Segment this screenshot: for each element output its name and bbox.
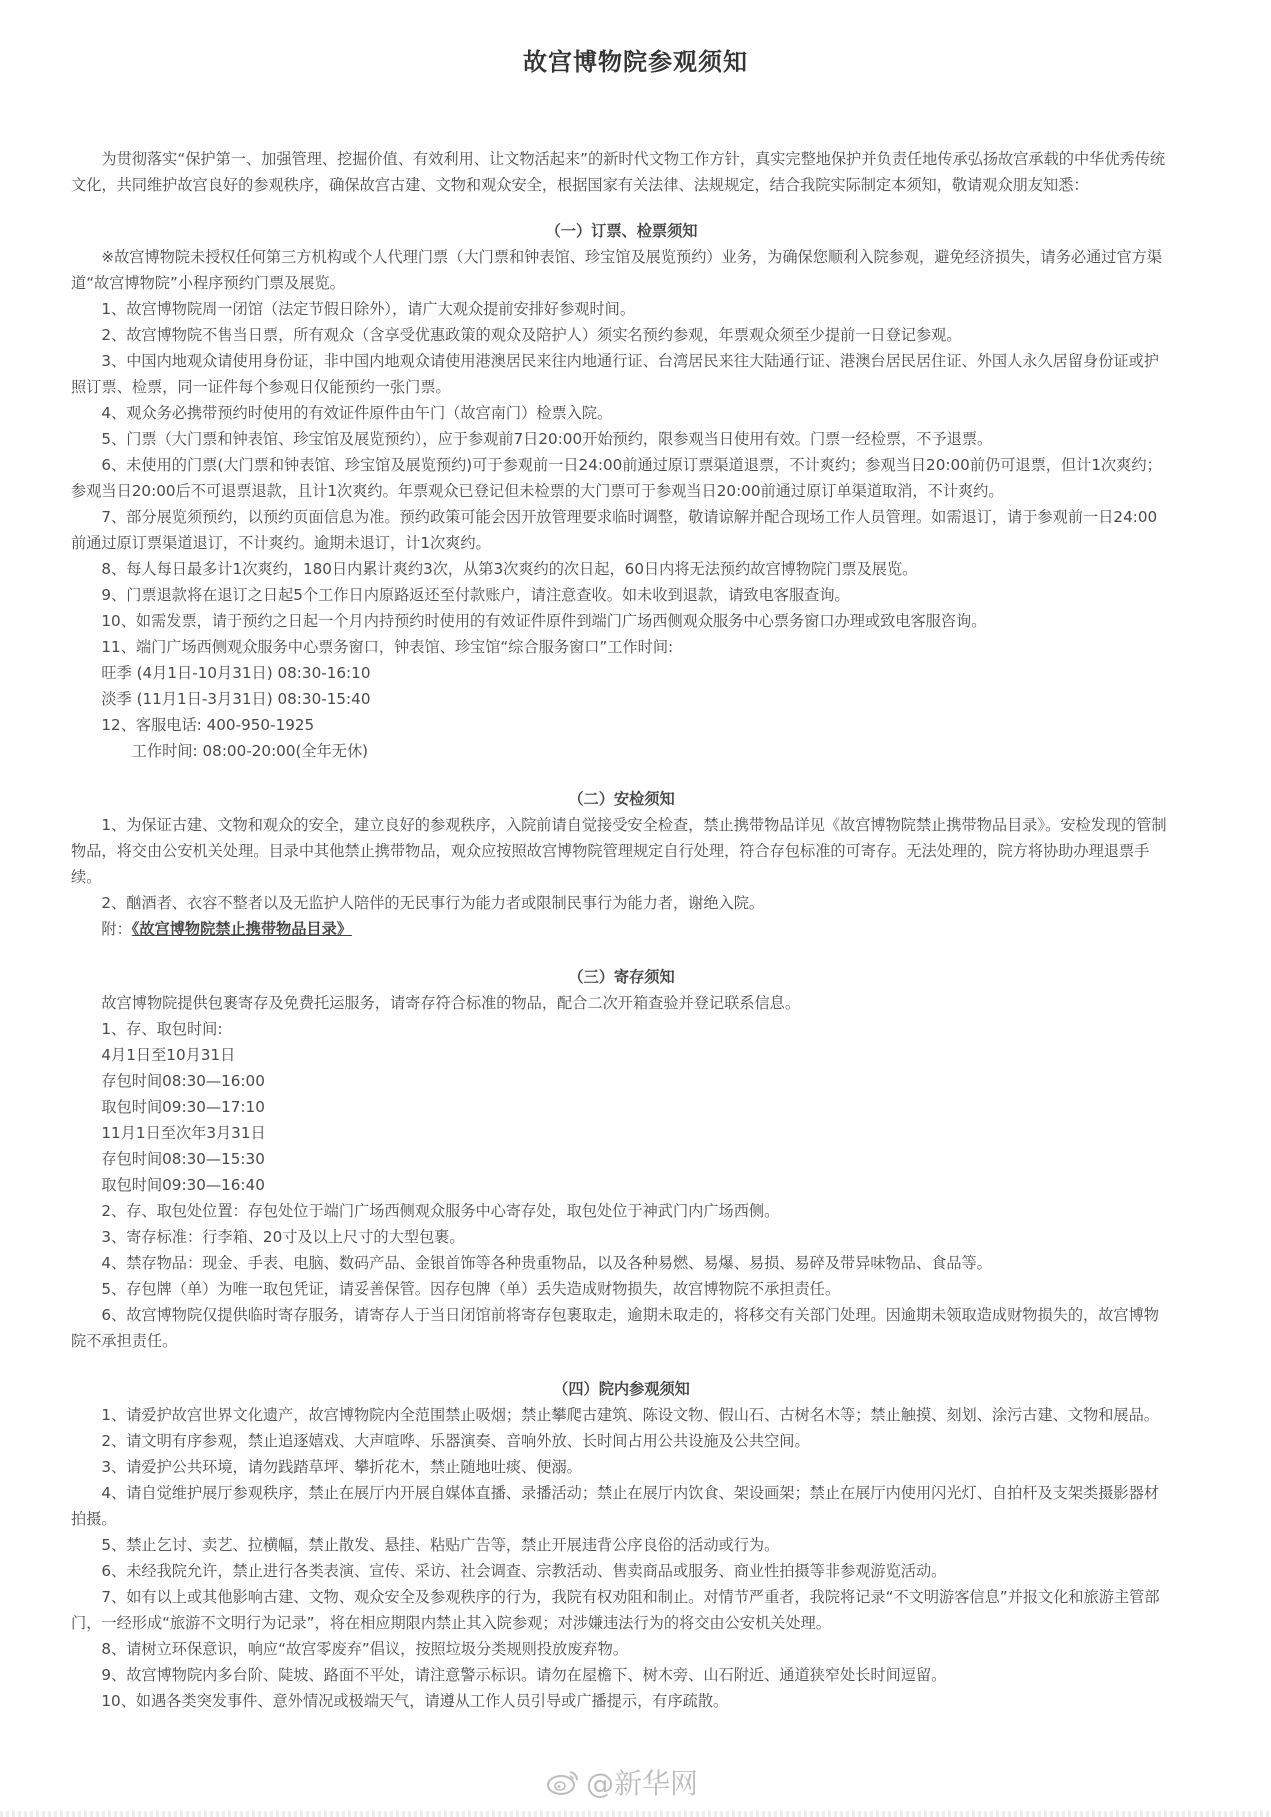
section-heading-tickets: （一）订票、检票须知: [545, 222, 698, 240]
storage-item: 4月1日至10月31日: [101, 1046, 236, 1064]
security-item: 1、为保证古建、文物和观众的安全，建立良好的参观秩序，入院前请自觉接受安全检查，禁止携带物品详见《故宫博物院禁止携带物品目录》。安检发现的管制物品，将交由公安机关处理。目录中其他禁止携带物品，观众应按照故宫博物院管理规定自行处理，符合存包标准的可寄存。无法处理的，院方将协助办理退票手续。: [71, 816, 1167, 886]
storage-item: 6、故宫博物院仅提供临时寄存服务，请寄存人于当日闭馆前将寄存包裹取走，逾期未取走的，将移交有关部门处理。因逾期未领取造成财物损失的，故宫博物院不承担责任。: [71, 1306, 1159, 1350]
visit-rule-item: 5、禁止乞讨、卖艺、拉横幅，禁止散发、悬挂、粘贴广告等，禁止开展违背公序良俗的活动或行为。: [101, 1536, 780, 1554]
ticket-notice: ※故宫博物院未授权任何第三方机构或个人代理门票（大门票和钟表馆、珍宝馆及展览预约）业务，为确保您顺利入院参观，避免经济损失，请务必通过官方渠道“故宫博物院”小程序预约门票及展览。: [71, 248, 1163, 292]
visit-rule-item: 2、请文明有序参观，禁止追逐嬉戏、大声喧哗、乐器演奏、音响外放、长时间占用公共设施及公共空间。: [101, 1432, 810, 1450]
storage-item: 存包时间08:30—15:30: [101, 1150, 265, 1168]
ticket-item: 11、端门广场西侧观众服务中心票务窗口，钟表馆、珍宝馆“综合服务窗口”工作时间:: [101, 638, 674, 656]
ticket-item: 1、故宫博物院周一闭馆（法定节假日除外），请广大观众提前安排好参观时间。: [101, 300, 636, 318]
off-season-hours: 淡季 (11月1日-3月31日) 08:30-15:40: [101, 690, 371, 708]
service-phone: 12、客服电话: 400-950-1925: [101, 716, 315, 734]
visit-rule-item: 10、如遇各类突发事件、意外情况或极端天气，请遵从工作人员引导或广播提示，有序疏散。: [101, 1692, 729, 1710]
storage-intro: 故宫博物院提供包裹寄存及免费托运服务，请寄存符合标准的物品，配合二次开箱查验并登记联系信息。: [101, 994, 801, 1012]
ticket-item: 2、故宫博物院不售当日票，所有观众（含享受优惠政策的观众及陪护人）须实名预约参观，年票观众须至少提前一日登记参观。: [101, 326, 962, 344]
ticket-item: 7、部分展览须预约，以预约页面信息为准。预约政策可能会因开放管理要求临时调整，敬请谅解并配合现场工作人员管理。如需退订，请于参观前一日24:00前通过原订票渠道退订，不计爽约。逾期未退订，计1次爽约。: [71, 508, 1158, 552]
intro-paragraph: 为贯彻落实“保护第一、加强管理、挖掘价值、有效利用、让文物活起来”的新时代文物工作方针，真实完整地保护并负责任地传承弘扬故宫承载的中华优秀传统文化，共同维护故宫良好的参观秩序，确保故宫古建、文物和观众安全，根据国家有关法律、法规规定，结合我院实际制定本须知，敬请观众朋友知悉：: [71, 150, 1166, 194]
ticket-item: 5、门票（大门票和钟表馆、珍宝馆及展览预约），应于参观前7日20:00开始预约，限参观当日使用有效。门票一经检票，不予退票。: [101, 430, 993, 448]
section-heading-security: （二）安检须知: [568, 790, 675, 808]
bottom-edge-strip: [0, 1811, 1271, 1817]
page-title: 故宫博物院参观须知: [523, 48, 748, 76]
storage-item: 2、存、取包处位置：存包处位于端门广场西侧观众服务中心寄存处，取包处位于神武门内广场西侧。: [101, 1202, 780, 1220]
ticket-item: 8、每人每日最多计1次爽约，180日内累计爽约3次，从第3次爽约的次日起，60日内将无法预约故宫博物院门票及展览。: [101, 560, 918, 578]
ticket-item: 9、门票退款将在退订之日起5个工作日内原路返还至付款账户，请注意查收。如未收到退款，请致电客服查询。: [101, 586, 850, 604]
section-heading-visit-rules: （四）院内参观须知: [553, 1380, 690, 1398]
service-hours: 工作时间: 08:00-20:00(全年无休): [131, 742, 369, 760]
ticket-item: 3、中国内地观众请使用身份证，非中国内地观众请使用港澳居民来往内地通行证、台湾居民来往大陆通行证、港澳台居民居住证、外国人永久居留身份证或护照订票、检票，同一证件每个参观日仅能预约一张门票。: [71, 352, 1159, 396]
storage-item: 取包时间09:30—17:10: [101, 1098, 265, 1116]
attachment-line: [71, 916, 1172, 942]
visit-rule-item: 6、未经我院允许，禁止进行各类表演、宣传、采访、社会调查、宗教活动、售卖商品或服务、商业性拍摄等非参观游览活动。: [101, 1562, 947, 1580]
weibo-icon: [546, 1768, 580, 1796]
visit-rule-item: 7、如有以上或其他影响古建、文物、观众安全及参观秩序的行为，我院有权劝阻和制止。对情节严重者，我院将记录“不文明游客信息”并报文化和旅游主管部门，一经形成“旅游不文明行为记录”，将在相应期限内禁止其入院参观；对涉嫌违法行为的将交由公安机关处理。: [71, 1588, 1160, 1632]
security-item: 2、酗酒者、衣容不整者以及无监护人陪伴的无民事行为能力者或限制民事行为能力者，谢绝入院。: [101, 894, 765, 912]
ticket-item: 4、观众务必携带预约时使用的有效证件原件由午门（故宫南门）检票入院。: [101, 404, 613, 422]
watermark-text: @新华网: [586, 1767, 699, 1800]
peak-season-hours: 旺季 (4月1日-10月31日) 08:30-16:10: [101, 664, 371, 682]
visit-rule-item: 1、请爱护故宫世界文化遗产，故宫博物院内全范围禁止吸烟；禁止攀爬古建筑、陈设文物、假山石、古树名木等；禁止触摸、刻划、涂污古建、文物和展品。: [101, 1406, 1159, 1424]
visit-rule-item: 9、故宫博物院内多台阶、陡坡、路面不平处，请注意警示标识。请勿在屋檐下、树木旁、山石附近、通道狭窄处长时间逗留。: [101, 1666, 947, 1684]
ticket-item: 10、如需发票，请于预约之日起一个月内持预约时使用的有效证件原件到端门广场西侧观众服务中心票务窗口办理或致电客服咨询。: [101, 612, 987, 630]
visit-rule-item: 3、请爱护公共环境，请勿践踏草坪、攀折花木，禁止随地吐痰、便溺。: [101, 1458, 582, 1476]
xinhua-watermark: [546, 1762, 698, 1802]
storage-item: 4、禁存物品：现金、手表、电脑、数码产品、金银首饰等各种贵重物品，以及各种易燃、易爆、易损、易碎及带异味物品、食品等。: [101, 1254, 992, 1272]
section-heading-storage: （三）寄存须知: [568, 968, 675, 986]
storage-item: 存包时间08:30—16:00: [101, 1072, 265, 1090]
storage-item: 11月1日至次年3月31日: [101, 1124, 266, 1142]
visit-rule-item: 4、请自觉维护展厅参观秩序，禁止在展厅内开展自媒体直播、录播活动；禁止在展厅内饮食、架设画架；禁止在展厅内使用闪光灯、自拍杆及支架类摄影器材拍摄。: [71, 1484, 1159, 1528]
storage-item: 取包时间09:30—16:40: [101, 1176, 265, 1194]
attachment-label: 附：: [101, 920, 132, 938]
storage-item: 1、存、取包时间:: [101, 1020, 223, 1038]
prohibited-items-link[interactable]: 《故宫博物院禁止携带物品目录》: [131, 920, 352, 938]
visit-rule-item: 8、请树立环保意识，响应“故宫零废弃”倡议，按照垃圾分类规则投放废弃物。: [101, 1640, 628, 1658]
storage-item: 3、寄存标准：行李箱、20寸及以上尺寸的大型包裹。: [101, 1228, 465, 1246]
notice-content: [0, 146, 1271, 1714]
storage-item: 5、存包牌（单）为唯一取包凭证，请妥善保管。因存包牌（单）丢失造成财物损失，故宫博物院不承担责任。: [101, 1280, 841, 1298]
ticket-item: 6、未使用的门票(大门票和钟表馆、珍宝馆及展览预约)可于参观前一日24:00前通过原订票渠道退票，不计爽约；参观当日20:00前仍可退票，但计1次爽约；参观当日20:00后不可退票退款，且计1次爽约。年票观众已登记但未检票的大门票可于参观当日20:00前通过原订单渠道取消，不计爽约。: [71, 456, 1162, 500]
